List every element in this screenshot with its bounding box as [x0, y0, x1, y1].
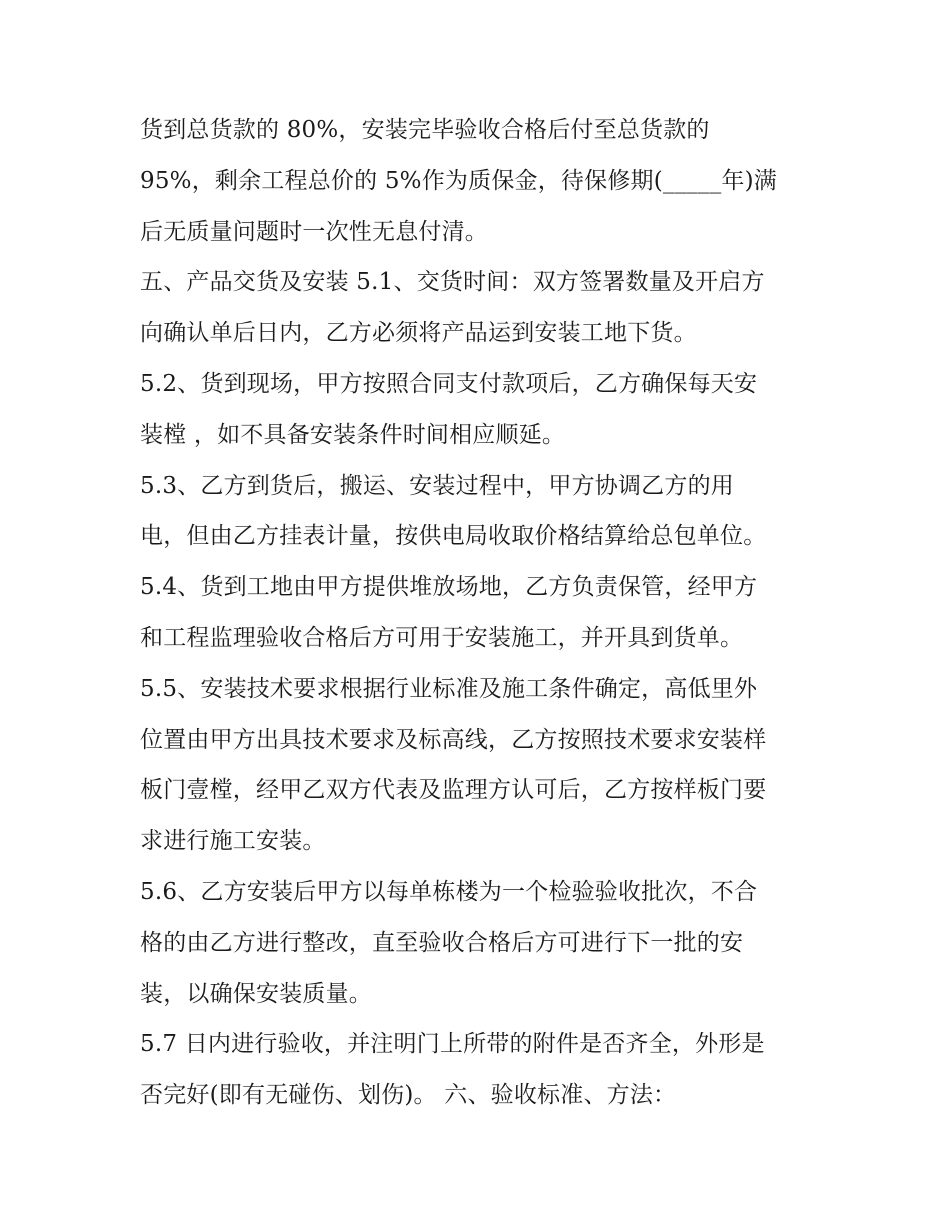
text-line: 5.6、乙方安装后甲方以每单栋楼为一个检验验收批次，不合 [140, 878, 758, 905]
text-line: 装，以确保安装质量。 [140, 980, 372, 1007]
text-line: 格的由乙方进行整改，直至验收合格后方可进行下一批的安 [140, 929, 744, 956]
text-line: 5.4、货到工地由甲方提供堆放场地，乙方负责保管，经甲方 [140, 574, 758, 601]
text-line: 向确认单后日内，乙方必须将产品运到安装工地下货。 [140, 320, 697, 347]
text-line: 和工程监理验收合格后方可用于安装施工，并开具到货单。 [140, 624, 744, 651]
text-line: 5.2、货到现场，甲方按照合同支付款项后，乙方确保每天安 [140, 370, 758, 397]
text-line: 后无质量问题时一次性无息付清。 [140, 218, 488, 245]
document-body [140, 105, 820, 1121]
text-line: 否完好(即有无碰伤、划伤)。 六、验收标准、方法： [140, 1082, 677, 1109]
text-line: 5.3、乙方到货后，搬运、安装过程中，甲方协调乙方的用 [140, 472, 734, 499]
text-line: 位置由甲方出具技术要求及标高线，乙方按照技术要求安装样 [140, 726, 767, 753]
text-line: 电，但由乙方挂表计量，按供电局收取价格结算给总包单位。 [140, 523, 767, 550]
text-line: 货到总货款的 80%，安装完毕验收合格后付至总货款的 [140, 117, 710, 143]
text-line: 板门壹樘，经甲乙双方代表及监理方认可后，乙方按样板门要 [140, 777, 767, 804]
text-line: 5.5、安装技术要求根据行业标准及施工条件确定，高低里外 [140, 675, 758, 702]
text-line: 五、产品交货及安装 5.1、交货时间：双方签署数量及开启方 [140, 269, 765, 296]
text-line: 装樘 ，如不具备安装条件时间相应顺延。 [140, 421, 566, 448]
text-line: 5.7 日内进行验收，并注明门上所带的附件是否齐全，外形是 [140, 1031, 765, 1058]
text-line: 95%，剩余工程总价的 5%作为质保金，待保修期(_____年)满 [140, 167, 777, 194]
text-line: 求进行施工安装。 [140, 828, 326, 855]
